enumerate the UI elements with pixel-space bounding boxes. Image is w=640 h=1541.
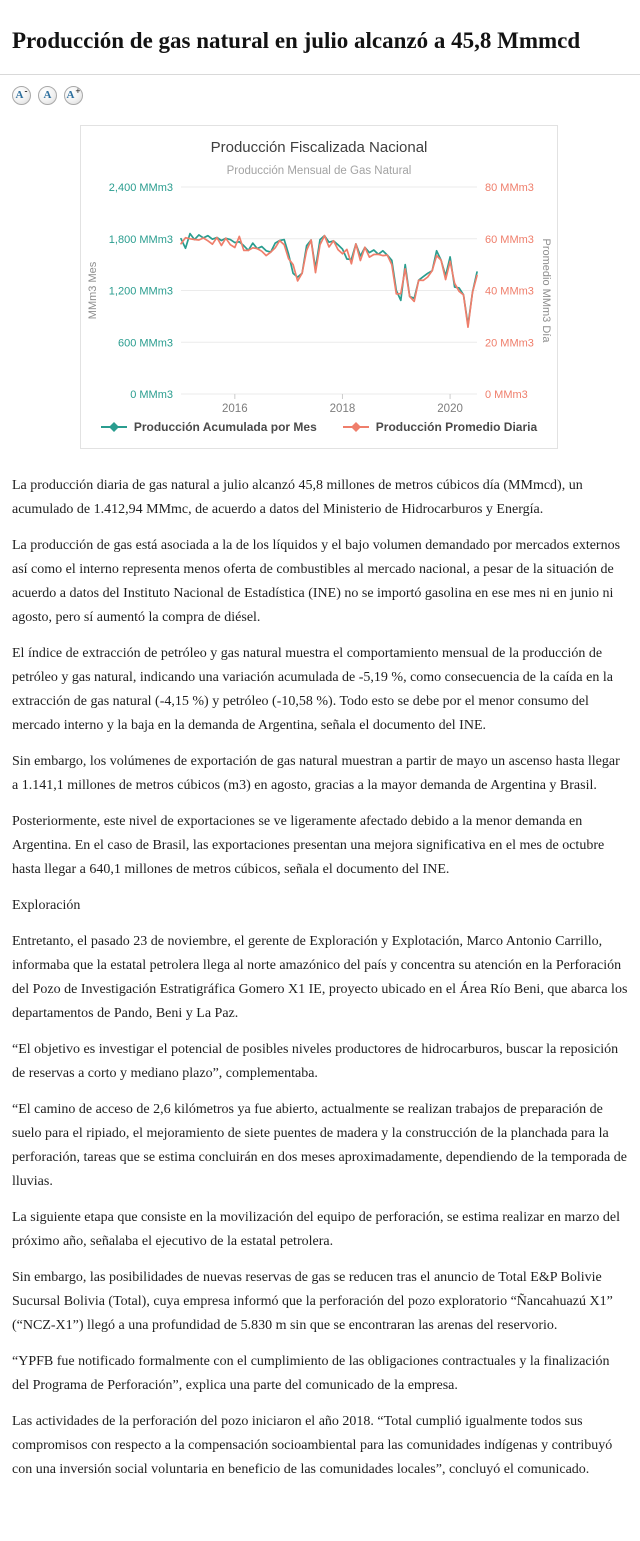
page-root — [0, 27, 640, 1504]
legend-marker-icon — [343, 422, 369, 432]
font-decrease-button[interactable]: A - — [12, 86, 31, 105]
legend-item[interactable] — [343, 420, 537, 434]
article-paragraph: La producción de gas está asociada a la de los líquidos y el bajo volumen demandado por mercados externos así como el interno representa menos oferta de combustibles al mercado nacional, a pesar de la situación de acuerdo a datos del Instituto Nacional de Estadística (INE) no se importó gasolina en ese mes ni en junio ni agosto, pero sí aumentó la compra de diésel. — [12, 537, 621, 625]
svg-text:600 MMm3: 600 MMm3 — [117, 336, 173, 349]
article-paragraph: Posteriormente, este nivel de exportaciones se ve ligeramente afectado debido a la menor demanda en Argentina. En el caso de Brasil, las exportaciones presentan una mejora significativa en el mes de octubre hasta llegar a 640,1 millones de metros cúbicos, señala el documento del INE. — [12, 813, 605, 877]
font-decrease-icon: A — [15, 88, 24, 101]
font-increase-icon: A — [66, 88, 75, 101]
font-size-controls — [12, 86, 628, 105]
article-paragraph: Exploración — [12, 897, 81, 913]
svg-text:1,200 MMm3: 1,200 MMm3 — [108, 285, 173, 298]
legend-label: Producción Acumulada por Mes — [133, 419, 317, 434]
svg-text:MMm3 Mes: MMm3 Mes — [87, 261, 99, 319]
svg-text:60 MMm3: 60 MMm3 — [485, 233, 534, 246]
article-paragraph: La siguiente etapa que consiste en la movilización del equipo de perforación, se estima realizar en marzo del próximo año, señalaba el ejecutivo de la estatal petrolera. — [12, 1209, 620, 1249]
legend-label: Producción Promedio Diaria — [375, 419, 538, 434]
article-paragraph: “El objetivo es investigar el potencial de posibles niveles productores de hidrocarburos, buscar la reposición de reservas a corto y mediano plazo”, complementaba. — [12, 1041, 619, 1081]
font-increase-button[interactable]: A + — [64, 86, 83, 105]
article-paragraph: La producción diaria de gas natural a julio alcanzó 45,8 millones de metros cúbicos día (MMmcd), un acumulado de 1.412,94 MMmc, de acuerdo a datos del Ministerio de Hidrocarburos y Energía. — [12, 477, 583, 517]
article-paragraph: Entretanto, el pasado 23 de noviembre, el gerente de Exploración y Explotación, Marco Antonio Carrillo, informaba que la estatal petrolera llega al norte amazónico del país y concentra su atención en la Perforación del Pozo de Investigación Estratigráfica Gomero X1 IE, proyecto ubicado en el Área Río Beni, que abarca los departamentos de Pando, Beni y La Paz. — [12, 933, 628, 1021]
headline-rule — [0, 74, 640, 75]
svg-text:2016: 2016 — [222, 402, 248, 415]
svg-text:0 MMm3: 0 MMm3 — [130, 388, 173, 401]
article-paragraph: “El camino de acceso de 2,6 kilómetros ya fue abierto, actualmente se realizan trabajos de preparación de suelo para el ripiado, el mejoramiento de siete puentes de madera y la construcción de la planchada para la perforación, tareas que se estima concluirán en dos meses aproximadamente, dependiendo de la temporada de lluvias. — [12, 1101, 627, 1189]
legend-marker-icon — [101, 422, 127, 432]
svg-text:0 MMm3: 0 MMm3 — [485, 388, 528, 401]
article-paragraph: Las actividades de la perforación del pozo iniciaron el año 2018. “Total cumplió igualmente todos sus compromisos con respecto a la compensación socioambiental para las comunidades indígenas y contribuyó con una inversión social voluntaria en beneficio de las comunidades locales”, concluyó el comunicado. — [12, 1413, 613, 1477]
chart-legend — [81, 416, 557, 448]
svg-text:80 MMm3: 80 MMm3 — [485, 181, 534, 194]
svg-text:1,800 MMm3: 1,800 MMm3 — [108, 233, 173, 246]
article-headline: Producción de gas natural en julio alcanzó a 45,8 Mmmcd — [12, 28, 581, 53]
article-paragraph: “YPFB fue notificado formalmente con el cumplimiento de las obligaciones contractuales y la finalización del Programa de Perforación”, explica una parte del comunicado de la empresa. — [12, 1353, 610, 1393]
article-paragraph: Sin embargo, los volúmenes de exportación de gas natural muestran a partir de mayo un ascenso hasta llegar a 1.141,1 millones de metros cúbicos (m3) en agosto, gracias a la mayor demanda de Argentina y Brasil. — [12, 753, 620, 793]
svg-text:Promedio MMm3 Día: Promedio MMm3 Día — [540, 238, 552, 342]
chart-card — [80, 125, 558, 449]
legend-item[interactable] — [101, 420, 317, 434]
chart-subtitle: Producción Mensual de Gas Natural — [226, 164, 412, 177]
chart-title: Producción Fiscalizada Nacional — [210, 138, 428, 156]
chart-canvas[interactable] — [81, 179, 557, 416]
article-paragraph: Sin embargo, las posibilidades de nuevas reservas de gas se reducen tras el anuncio de Total E&P Bolivie Sucursal Bolivia (Total), cuya empresa informó que la perforación del pozo exploratorio “Ñancahuazú X1” (“NCZ-X1”) llegó a una profundidad de 5.830 m sin que se encontraran las arenas del reservorio. — [12, 1269, 613, 1333]
article-body — [12, 474, 628, 1504]
svg-text:2,400 MMm3: 2,400 MMm3 — [108, 181, 173, 194]
svg-text:2020: 2020 — [437, 402, 463, 415]
font-reset-button[interactable] — [38, 86, 57, 105]
article-paragraph: El índice de extracción de petróleo y gas natural muestra el comportamiento mensual de la producción de petróleo y gas natural, indicando una variación acumulada de -5,19 %, como consecuencia de la caída en la extracción de gas natural (-4,15 %) y petróleo (-10,58 %). Todo esto se debe por el menor consumo del mercado interno y la baja en la demanda de Argentina, señala el documento del INE. — [12, 645, 613, 733]
svg-text:2018: 2018 — [329, 402, 356, 415]
svg-text:40 MMm3: 40 MMm3 — [485, 285, 534, 298]
svg-text:20 MMm3: 20 MMm3 — [485, 336, 534, 349]
font-reset-icon: A — [43, 88, 52, 101]
